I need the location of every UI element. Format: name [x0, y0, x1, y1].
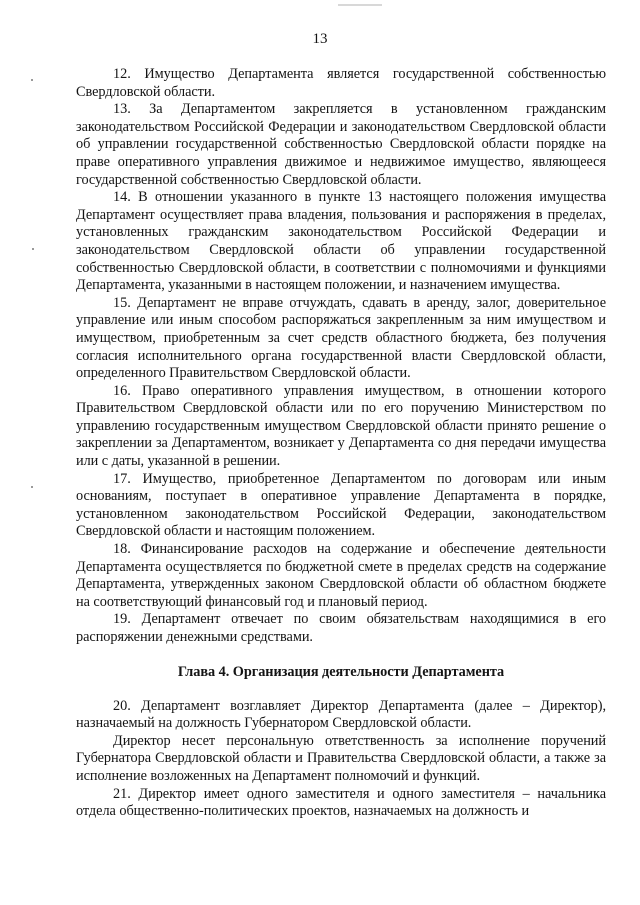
paragraph-16: 16. Право оперативного управления имуществом, в отношении которого Правительством Свердловской области или по его поручению Министерством по управлению государственным имуществом Свердловской области принято решение о закреплении за Департаментом, возникает у Департамента со дня передачи имущества или с даты, указанной в решении.	[76, 382, 606, 470]
paragraph-15: 15. Департамент не вправе отчуждать, сдавать в аренду, залог, доверительное управление или иным способом распоряжаться закрепленным за ним имуществом и имуществом, приобретенным за счет средств областного бюджета, без получения согласия исполнительного органа государственной власти Свердловской области, определенного Правительством Свердловской области.	[76, 294, 606, 382]
document-body	[76, 66, 606, 821]
paragraph-12: 12. Имущество Департамента является государственной собственностью Свердловской области.	[76, 66, 606, 100]
paragraph-director-responsibility: Директор несет персональную ответственность за исполнение поручений Губернатора Свердловской области и Правительства Свердловской области, а также за исполнение возложенных на Департамент полномочий и функций.	[76, 732, 606, 784]
margin-mark	[32, 248, 34, 250]
margin-mark	[31, 79, 33, 81]
paragraph-18: 18. Финансирование расходов на содержание и обеспечение деятельности Департамента осуществляется по бюджетной смете в пределах средств на содержание Департамента, утвержденных законом Свердловской области об областном бюджете на соответствующий финансовый год и плановый период.	[76, 541, 606, 610]
margin-mark	[31, 486, 33, 488]
paragraph-21: 21. Директор имеет одного заместителя и одного заместителя – начальника отдела общественно-политических проектов, назначаемых на должность и	[76, 785, 606, 820]
scan-artifact	[338, 4, 382, 6]
paragraph-13: 13. За Департаментом закрепляется в установленном гражданским законодательством Российской Федерации и законодательством Свердловской области об управлении государственной собственностью Свердловской области порядке на праве оперативного управления движимое и недвижимое имущество, являющееся государственной собственностью Свердловской области.	[76, 101, 606, 188]
paragraph-14: 14. В отношении указанного в пункте 13 настоящего положения имущества Департамент осуществляет права владения, пользования и распоряжения в пределах, установленных гражданским законодательством Российской Федерации и законодательством Свердловской области об управлении государственной собственностью Свердловской области, в соответствии с полномочиями и функциями Департамента, указанными в настоящем положении, и назначением имущества.	[76, 189, 606, 294]
paragraph-17: 17. Имущество, приобретенное Департаментом по договорам или иным основаниям, поступает в оперативное управление Департамента в порядке, установленном законодательством Российской Федерации, законодательством Свердловской области и настоящим положением.	[76, 470, 606, 540]
page-number: 13	[312, 31, 328, 47]
chapter-title: Глава 4. Организация деятельности Департамента	[177, 663, 505, 680]
paragraph-19: 19. Департамент отвечает по своим обязательствам находящимися в его распоряжении денежными средствами.	[76, 611, 606, 645]
paragraph-20: 20. Департамент возглавляет Директор Департамента (далее – Директор), назначаемый на должность Губернатором Свердловской области.	[76, 697, 606, 732]
